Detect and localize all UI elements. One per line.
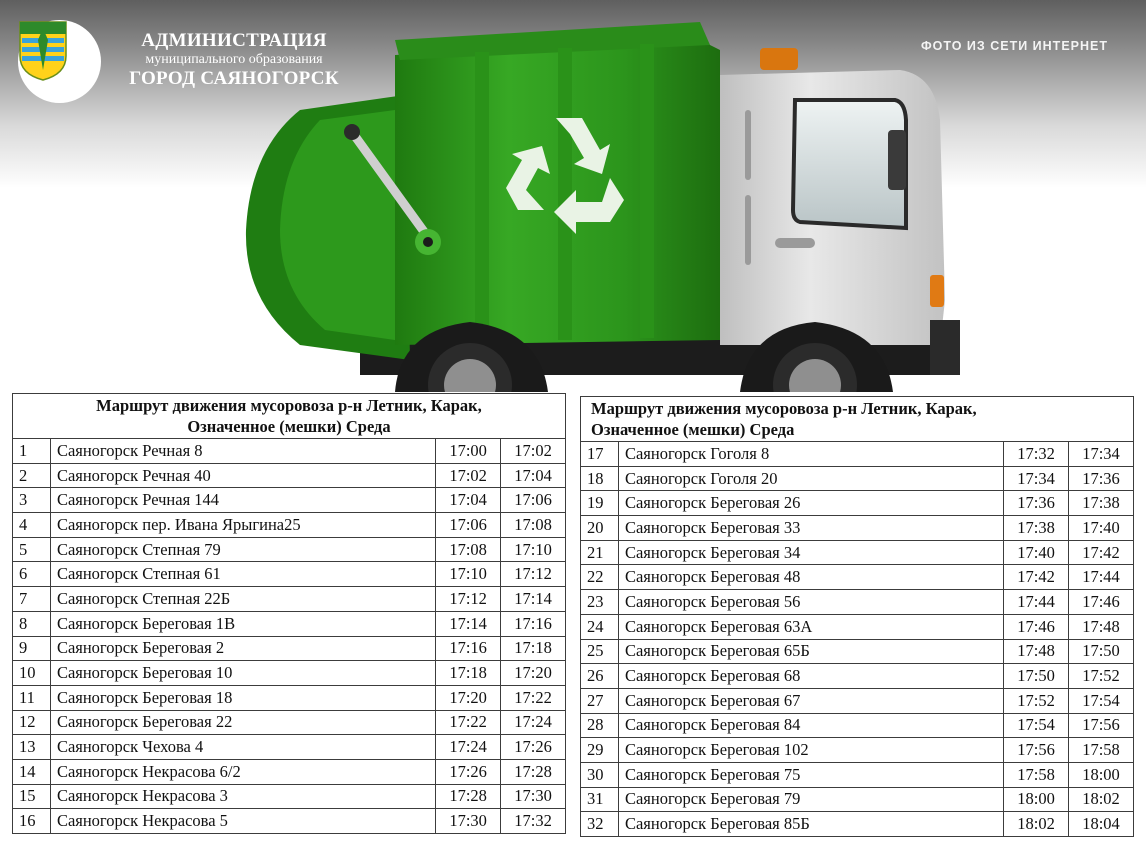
arrival-time: 17:48 [1004, 639, 1069, 664]
stop-number: 17 [581, 442, 619, 467]
stop-address: Саяногорск Береговая 84 [618, 713, 1003, 738]
arrival-time: 17:16 [436, 636, 501, 661]
stop-address: Саяногорск пер. Ивана Ярыгина25 [50, 513, 435, 538]
stop-number: 26 [581, 664, 619, 689]
departure-time: 17:30 [501, 784, 566, 809]
table-title-row [13, 394, 566, 439]
departure-time: 17:50 [1069, 639, 1134, 664]
stop-address: Саяногорск Чехова 4 [50, 735, 435, 760]
stop-address: Саяногорск Речная 40 [50, 463, 435, 488]
arrival-time: 17:42 [1004, 565, 1069, 590]
table-row [581, 812, 1134, 837]
stop-address: Саяногорск Речная 144 [50, 488, 435, 513]
stop-number: 20 [581, 516, 619, 541]
departure-time: 17:28 [501, 759, 566, 784]
departure-time: 17:36 [1069, 466, 1134, 491]
stop-number: 25 [581, 639, 619, 664]
table-row [581, 540, 1134, 565]
administration-logo [18, 20, 101, 103]
arrival-time: 17:00 [436, 439, 501, 464]
table-row [581, 688, 1134, 713]
route-title-line1: Маршрут движения мусоровоза р-н Летник, Карак, [591, 399, 977, 418]
stop-address: Саяногорск Степная 79 [50, 537, 435, 562]
departure-time: 17:42 [1069, 540, 1134, 565]
arrival-time: 17:44 [1004, 590, 1069, 615]
stop-number: 9 [13, 636, 51, 661]
table-row [13, 710, 566, 735]
admin-city: ГОРОД САЯНОГОРСК [129, 68, 339, 89]
arrival-time: 17:34 [1004, 466, 1069, 491]
table-row [581, 442, 1134, 467]
arrival-time: 17:14 [436, 611, 501, 636]
administration-header [116, 30, 352, 90]
arrival-time: 17:08 [436, 537, 501, 562]
arrival-time: 17:04 [436, 488, 501, 513]
arrival-time: 17:20 [436, 685, 501, 710]
stop-address: Саяногорск Береговая 63А [618, 614, 1003, 639]
stop-number: 27 [581, 688, 619, 713]
stop-address: Саяногорск Береговая 18 [50, 685, 435, 710]
arrival-time: 17:12 [436, 587, 501, 612]
stop-number: 30 [581, 762, 619, 787]
stop-number: 14 [13, 759, 51, 784]
departure-time: 17:54 [1069, 688, 1134, 713]
table-row [581, 664, 1134, 689]
stop-number: 13 [13, 735, 51, 760]
table-row [13, 611, 566, 636]
stop-address: Саяногорск Береговая 67 [618, 688, 1003, 713]
departure-time: 17:20 [501, 661, 566, 686]
stop-number: 12 [13, 710, 51, 735]
route-table-left [12, 393, 566, 834]
table-row [13, 735, 566, 760]
table-row [13, 439, 566, 464]
stop-number: 18 [581, 466, 619, 491]
stop-number: 28 [581, 713, 619, 738]
table-row [13, 587, 566, 612]
stop-number: 7 [13, 587, 51, 612]
table-row [13, 784, 566, 809]
arrival-time: 17:32 [1004, 442, 1069, 467]
arrival-time: 17:52 [1004, 688, 1069, 713]
arrival-time: 17:50 [1004, 664, 1069, 689]
arrival-time: 17:38 [1004, 516, 1069, 541]
stop-number: 19 [581, 491, 619, 516]
table-row [581, 491, 1134, 516]
stop-number: 2 [13, 463, 51, 488]
table-row [13, 809, 566, 834]
arrival-time: 17:58 [1004, 762, 1069, 787]
stop-number: 21 [581, 540, 619, 565]
arrival-time: 17:30 [436, 809, 501, 834]
arrival-time: 17:46 [1004, 614, 1069, 639]
stop-address: Саяногорск Береговая 56 [618, 590, 1003, 615]
arrival-time: 17:26 [436, 759, 501, 784]
departure-time: 17:46 [1069, 590, 1134, 615]
arrival-time: 17:40 [1004, 540, 1069, 565]
stop-number: 8 [13, 611, 51, 636]
route-title-line2: Означенное (мешки) Среда [187, 417, 391, 436]
departure-time: 17:08 [501, 513, 566, 538]
stop-number: 6 [13, 562, 51, 587]
departure-time: 17:56 [1069, 713, 1134, 738]
admin-title: АДМИНИСТРАЦИЯ [141, 30, 327, 51]
table-row [581, 787, 1134, 812]
departure-time: 17:58 [1069, 738, 1134, 763]
arrival-time: 17:56 [1004, 738, 1069, 763]
stop-number: 4 [13, 513, 51, 538]
departure-time: 17:18 [501, 636, 566, 661]
table-row [13, 685, 566, 710]
route-title-line1: Маршрут движения мусоровоза р-н Летник, Карак, [96, 396, 482, 415]
table-row [581, 466, 1134, 491]
stop-address: Саяногорск Береговая 102 [618, 738, 1003, 763]
stop-address: Саяногорск Береговая 33 [618, 516, 1003, 541]
arrival-time: 17:28 [436, 784, 501, 809]
departure-time: 17:16 [501, 611, 566, 636]
stop-number: 24 [581, 614, 619, 639]
stop-address: Саяногорск Береговая 2 [50, 636, 435, 661]
departure-time: 17:38 [1069, 491, 1134, 516]
departure-time: 17:48 [1069, 614, 1134, 639]
departure-time: 17:40 [1069, 516, 1134, 541]
departure-time: 18:04 [1069, 812, 1134, 837]
table-row [13, 537, 566, 562]
table-row [13, 488, 566, 513]
route-rows [581, 442, 1134, 837]
departure-time: 17:02 [501, 439, 566, 464]
stop-number: 32 [581, 812, 619, 837]
stop-address: Саяногорск Береговая 48 [618, 565, 1003, 590]
stop-number: 5 [13, 537, 51, 562]
table-row [13, 636, 566, 661]
table-row [13, 759, 566, 784]
route-title-line2: Означенное (мешки) Среда [591, 420, 795, 439]
departure-time: 17:32 [501, 809, 566, 834]
stop-address: Саяногорск Береговая 68 [618, 664, 1003, 689]
arrival-time: 17:10 [436, 562, 501, 587]
table-row [581, 614, 1134, 639]
stop-address: Саяногорск Береговая 10 [50, 661, 435, 686]
arrival-time: 17:54 [1004, 713, 1069, 738]
hero-banner [0, 0, 1146, 392]
stop-number: 15 [13, 784, 51, 809]
stop-address: Саяногорск Степная 22Б [50, 587, 435, 612]
table-row [581, 713, 1134, 738]
stop-number: 11 [13, 685, 51, 710]
table-row [581, 639, 1134, 664]
table-row [581, 516, 1134, 541]
arrival-time: 17:36 [1004, 491, 1069, 516]
stop-address: Саяногорск Речная 8 [50, 439, 435, 464]
table-row [13, 562, 566, 587]
departure-time: 17:34 [1069, 442, 1134, 467]
stop-number: 1 [13, 439, 51, 464]
departure-time: 18:02 [1069, 787, 1134, 812]
stop-address: Саяногорск Береговая 26 [618, 491, 1003, 516]
route-table-title [13, 394, 566, 439]
stop-address: Саяногорск Береговая 85Б [618, 812, 1003, 837]
stop-address: Саяногорск Береговая 79 [618, 787, 1003, 812]
departure-time: 17:52 [1069, 664, 1134, 689]
stop-number: 10 [13, 661, 51, 686]
arrival-time: 17:22 [436, 710, 501, 735]
arrival-time: 18:02 [1004, 812, 1069, 837]
stop-address: Саяногорск Береговая 1В [50, 611, 435, 636]
route-rows [13, 439, 566, 834]
route-table-title [581, 397, 1134, 442]
stop-number: 31 [581, 787, 619, 812]
route-table-right [580, 396, 1134, 837]
departure-time: 18:00 [1069, 762, 1134, 787]
departure-time: 17:24 [501, 710, 566, 735]
departure-time: 17:44 [1069, 565, 1134, 590]
arrival-time: 18:00 [1004, 787, 1069, 812]
coat-of-arms-icon [18, 20, 68, 82]
admin-subtitle: муниципального образования [145, 52, 323, 67]
arrival-time: 17:18 [436, 661, 501, 686]
stop-number: 22 [581, 565, 619, 590]
departure-time: 17:06 [501, 488, 566, 513]
stop-address: Саяногорск Некрасова 5 [50, 809, 435, 834]
table-row [581, 738, 1134, 763]
stop-number: 3 [13, 488, 51, 513]
stop-number: 23 [581, 590, 619, 615]
departure-time: 17:04 [501, 463, 566, 488]
photo-credit: ФОТО ИЗ СЕТИ ИНТЕРНЕТ [921, 39, 1108, 53]
stop-address: Саяногорск Степная 61 [50, 562, 435, 587]
table-row [13, 513, 566, 538]
arrival-time: 17:24 [436, 735, 501, 760]
table-title-row [581, 397, 1134, 442]
departure-time: 17:12 [501, 562, 566, 587]
stop-number: 16 [13, 809, 51, 834]
stop-address: Саяногорск Береговая 75 [618, 762, 1003, 787]
stop-address: Саяногорск Береговая 65Б [618, 639, 1003, 664]
stop-address: Саяногорск Гоголя 20 [618, 466, 1003, 491]
table-row [13, 661, 566, 686]
table-row [581, 762, 1134, 787]
stop-address: Саяногорск Некрасова 6/2 [50, 759, 435, 784]
departure-time: 17:10 [501, 537, 566, 562]
stop-number: 29 [581, 738, 619, 763]
departure-time: 17:22 [501, 685, 566, 710]
stop-address: Саяногорск Некрасова 3 [50, 784, 435, 809]
stop-address: Саяногорск Гоголя 8 [618, 442, 1003, 467]
departure-time: 17:14 [501, 587, 566, 612]
table-row [581, 590, 1134, 615]
stop-address: Саяногорск Береговая 22 [50, 710, 435, 735]
table-row [13, 463, 566, 488]
table-row [581, 565, 1134, 590]
arrival-time: 17:06 [436, 513, 501, 538]
stop-address: Саяногорск Береговая 34 [618, 540, 1003, 565]
departure-time: 17:26 [501, 735, 566, 760]
arrival-time: 17:02 [436, 463, 501, 488]
